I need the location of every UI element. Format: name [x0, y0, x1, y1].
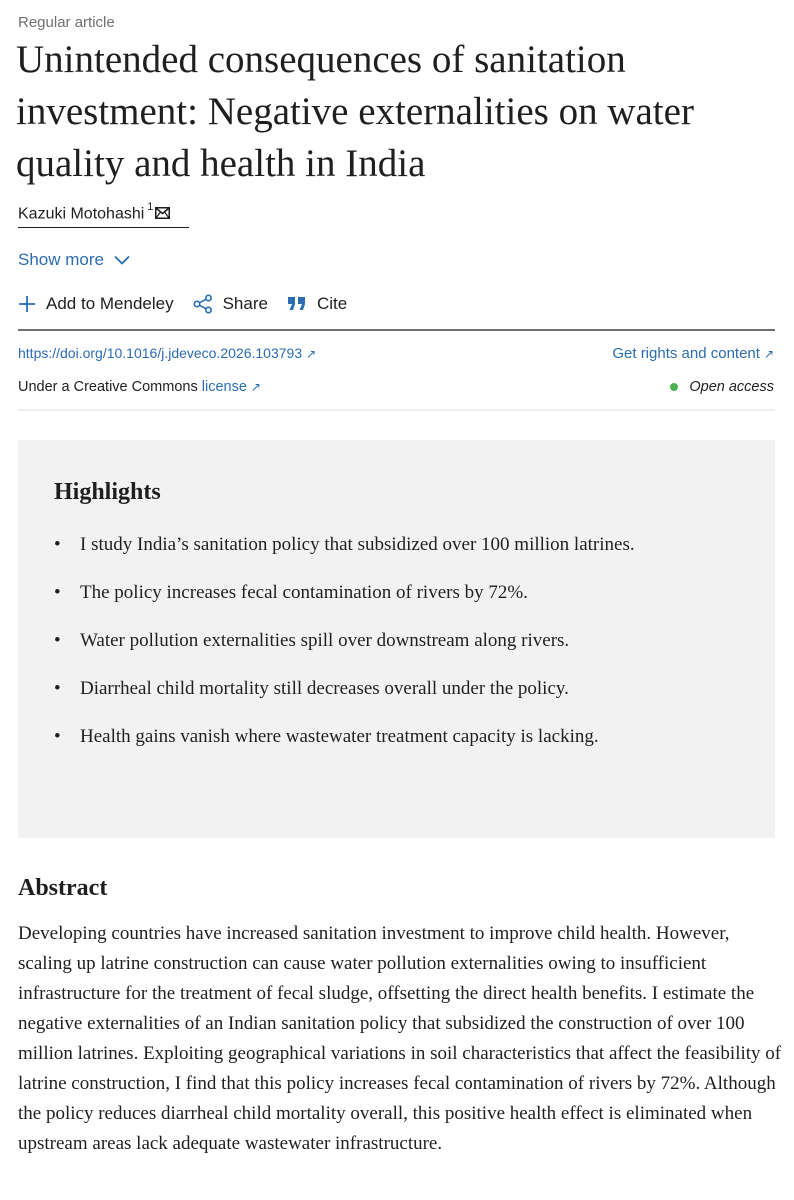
- share-label: Share: [222, 294, 268, 313]
- plus-icon: [18, 295, 36, 313]
- external-link-icon: ↗: [306, 347, 317, 361]
- external-link-icon: ↗: [250, 380, 261, 394]
- highlight-text: Diarrheal child mortality still decreases overall under the policy.: [80, 678, 569, 699]
- open-access-dot-icon: [670, 383, 678, 391]
- open-access-badge: [670, 379, 774, 395]
- highlight-item: [54, 530, 694, 560]
- add-to-mendeley-button[interactable]: [18, 294, 174, 314]
- show-more-button[interactable]: [18, 250, 130, 270]
- highlight-text: The policy increases fecal contamination of rivers by 72%.: [80, 582, 528, 603]
- add-to-mendeley-label: Add to Mendeley: [46, 294, 174, 313]
- doi-link[interactable]: [18, 345, 316, 361]
- highlight-item: [54, 722, 694, 752]
- highlight-item: [54, 578, 694, 608]
- highlight-text: Health gains vanish where wastewater treatment capacity is lacking.: [80, 726, 599, 747]
- highlight-item: [54, 626, 694, 656]
- show-more-label: Show more: [18, 250, 104, 269]
- article-actions: [18, 294, 366, 314]
- doi-text: https://doi.org/10.1016/j.jdeveco.2026.103793: [18, 345, 303, 361]
- license-link-text: license: [201, 379, 247, 395]
- share-icon: [193, 294, 213, 314]
- external-link-icon: ↗: [763, 347, 774, 361]
- get-rights-link[interactable]: [612, 345, 774, 362]
- affiliation-mark: 1: [147, 201, 154, 213]
- highlight-text: I study India’s sanitation policy that subsidized over 100 million latrines.: [80, 534, 635, 555]
- share-button[interactable]: [193, 294, 268, 314]
- license-prefix: Under a Creative Commons: [18, 379, 202, 395]
- highlights-box: [18, 440, 775, 838]
- envelope-icon[interactable]: [155, 206, 170, 224]
- bullet-icon: •: [54, 630, 61, 651]
- abstract-title: Abstract: [18, 875, 108, 901]
- open-access-label: Open access: [689, 379, 774, 395]
- bullet-icon: •: [54, 534, 61, 555]
- divider: [18, 329, 775, 331]
- article-type-label: Regular article: [18, 14, 115, 31]
- cite-label: Cite: [316, 294, 348, 313]
- article-title: Unintended consequences of sanitation investment: Negative externalities on water quality and health in India: [16, 38, 694, 185]
- license-line: [18, 379, 261, 395]
- cite-button[interactable]: [287, 294, 347, 314]
- bullet-icon: •: [54, 678, 61, 699]
- author-name: Kazuki Motohashi: [18, 205, 145, 223]
- license-link[interactable]: [202, 379, 261, 395]
- author-link[interactable]: [18, 203, 189, 228]
- abstract-text: Developing countries have increased sanitation investment to improve child health. However, scaling up latrine construction can cause water pollution externalities owing to insufficient infrastructure for the treatment of fecal sludge, offsetting the direct health benefits. I estimate the negative externalities of an Indian sanitation policy that subsidized the construction of over 100 million latrines. Exploiting geographical variations in soil characteristics that affect the feasibility of latrine construction, I find that this policy increases fecal contamination of rivers by 72%. Although the policy reduces diarrheal child mortality overall, this positive health effect is eliminated when upstream areas lack adequate wastewater infrastructure.: [18, 923, 782, 1154]
- highlights-list: [54, 530, 694, 770]
- get-rights-text: Get rights and content: [612, 345, 760, 362]
- highlights-title: Highlights: [54, 479, 161, 505]
- bullet-icon: •: [54, 582, 61, 603]
- quote-icon: [287, 296, 307, 312]
- chevron-down-icon: [114, 250, 130, 270]
- highlight-item: [54, 674, 694, 704]
- highlight-text: Water pollution externalities spill over downstream along rivers.: [80, 630, 570, 651]
- divider: [18, 409, 775, 411]
- bullet-icon: •: [54, 726, 61, 747]
